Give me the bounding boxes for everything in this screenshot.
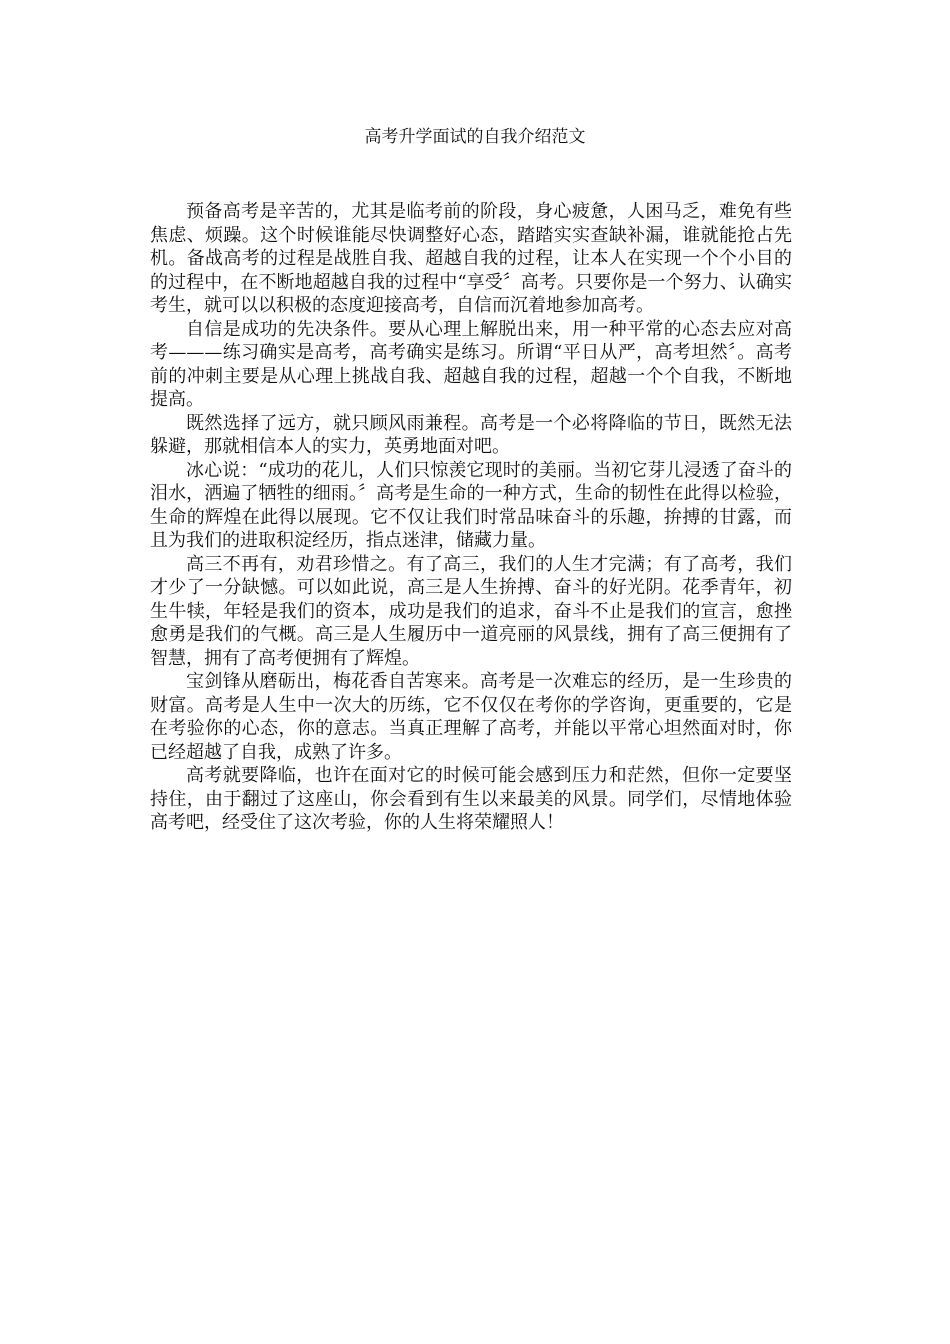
paragraph: 高考就要降临，也许在面对它的时候可能会感到压力和茫然，但你一定要坚持住，由于翻过了这座山，你会看到有生以来最美的风景。同学们，尽情地体验高考吧，经受住了这次考验，你的人生将荣耀照人！ [150,765,792,833]
paragraph: 高三不再有，劝君珍惜之。有了高三，我们的人生才完满；有了高考，我们才少了一分缺憾。可以如此说，高三是人生拚搏、奋斗的好光阴。花季青年，初生牛犊，年轻是我们的资本，成功是我们的追求，奋斗不止是我们的宣言，愈挫愈勇是我们的气概。高三是人生履历中一道亮丽的风景线，拥有了高三便拥有了智慧，拥有了高考便拥有了辉煌。 [150,553,792,669]
paragraph: 自信是成功的先决条件。要从心理上解脱出来，用一种平常的心态去应对高考———练习确实是高考，高考确实是练习。所谓“平日从严，高考坦然〞。高考前的冲刺主要是从心理上挑战自我、超越自我的过程，超越一个个自我，不断地提高。 [150,318,792,410]
paragraph: 既然选择了远方，就只顾风雨兼程。高考是一个必将降临的节日，既然无法躲避，那就相信本人的实力，英勇地面对吧。 [150,412,792,457]
document-body [150,200,792,835]
paragraph: 冰心说：“成功的花儿，人们只惊羡它现时的美丽。当初它芽儿浸透了奋斗的泪水，洒遍了牺牲的细雨。〞高考是生命的一种方式，生命的韧性在此得以检验，生命的辉煌在此得以展现。它不仅让我们时常品味奋斗的乐趣，拚搏的甘露，而且为我们的进取积淀经历，指点迷津，储藏力量。 [150,459,792,551]
document-title: 高考升学面试的自我介绍范文 [364,127,586,147]
paragraph: 预备高考是辛苦的，尤其是临考前的阶段，身心疲惫，人困马乏，难免有些焦虑、烦躁。这个时候谁能尽快调整好心态，踏踏实实查缺补漏，谁就能抢占先机。备战高考的过程是战胜自我、超越自我的过程，让本人在实现一个个小目的的过程中，在不断地超越自我的过程中“享受〞高考。只要你是一个努力、认确实考生，就可以以积极的态度迎接高考，自信而沉着地参加高考。 [150,201,792,316]
paragraph: 宝剑锋从磨砺出，梅花香自苦寒来。高考是一次难忘的经历，是一生珍贵的财富。高考是人生中一次大的历练，它不仅仅在考你的学咨询，更重要的，它是在考验你的心态，你的意志。当真正理解了高考，并能以平常心坦然面对时，你已经超越了自我，成熟了许多。 [150,671,792,763]
